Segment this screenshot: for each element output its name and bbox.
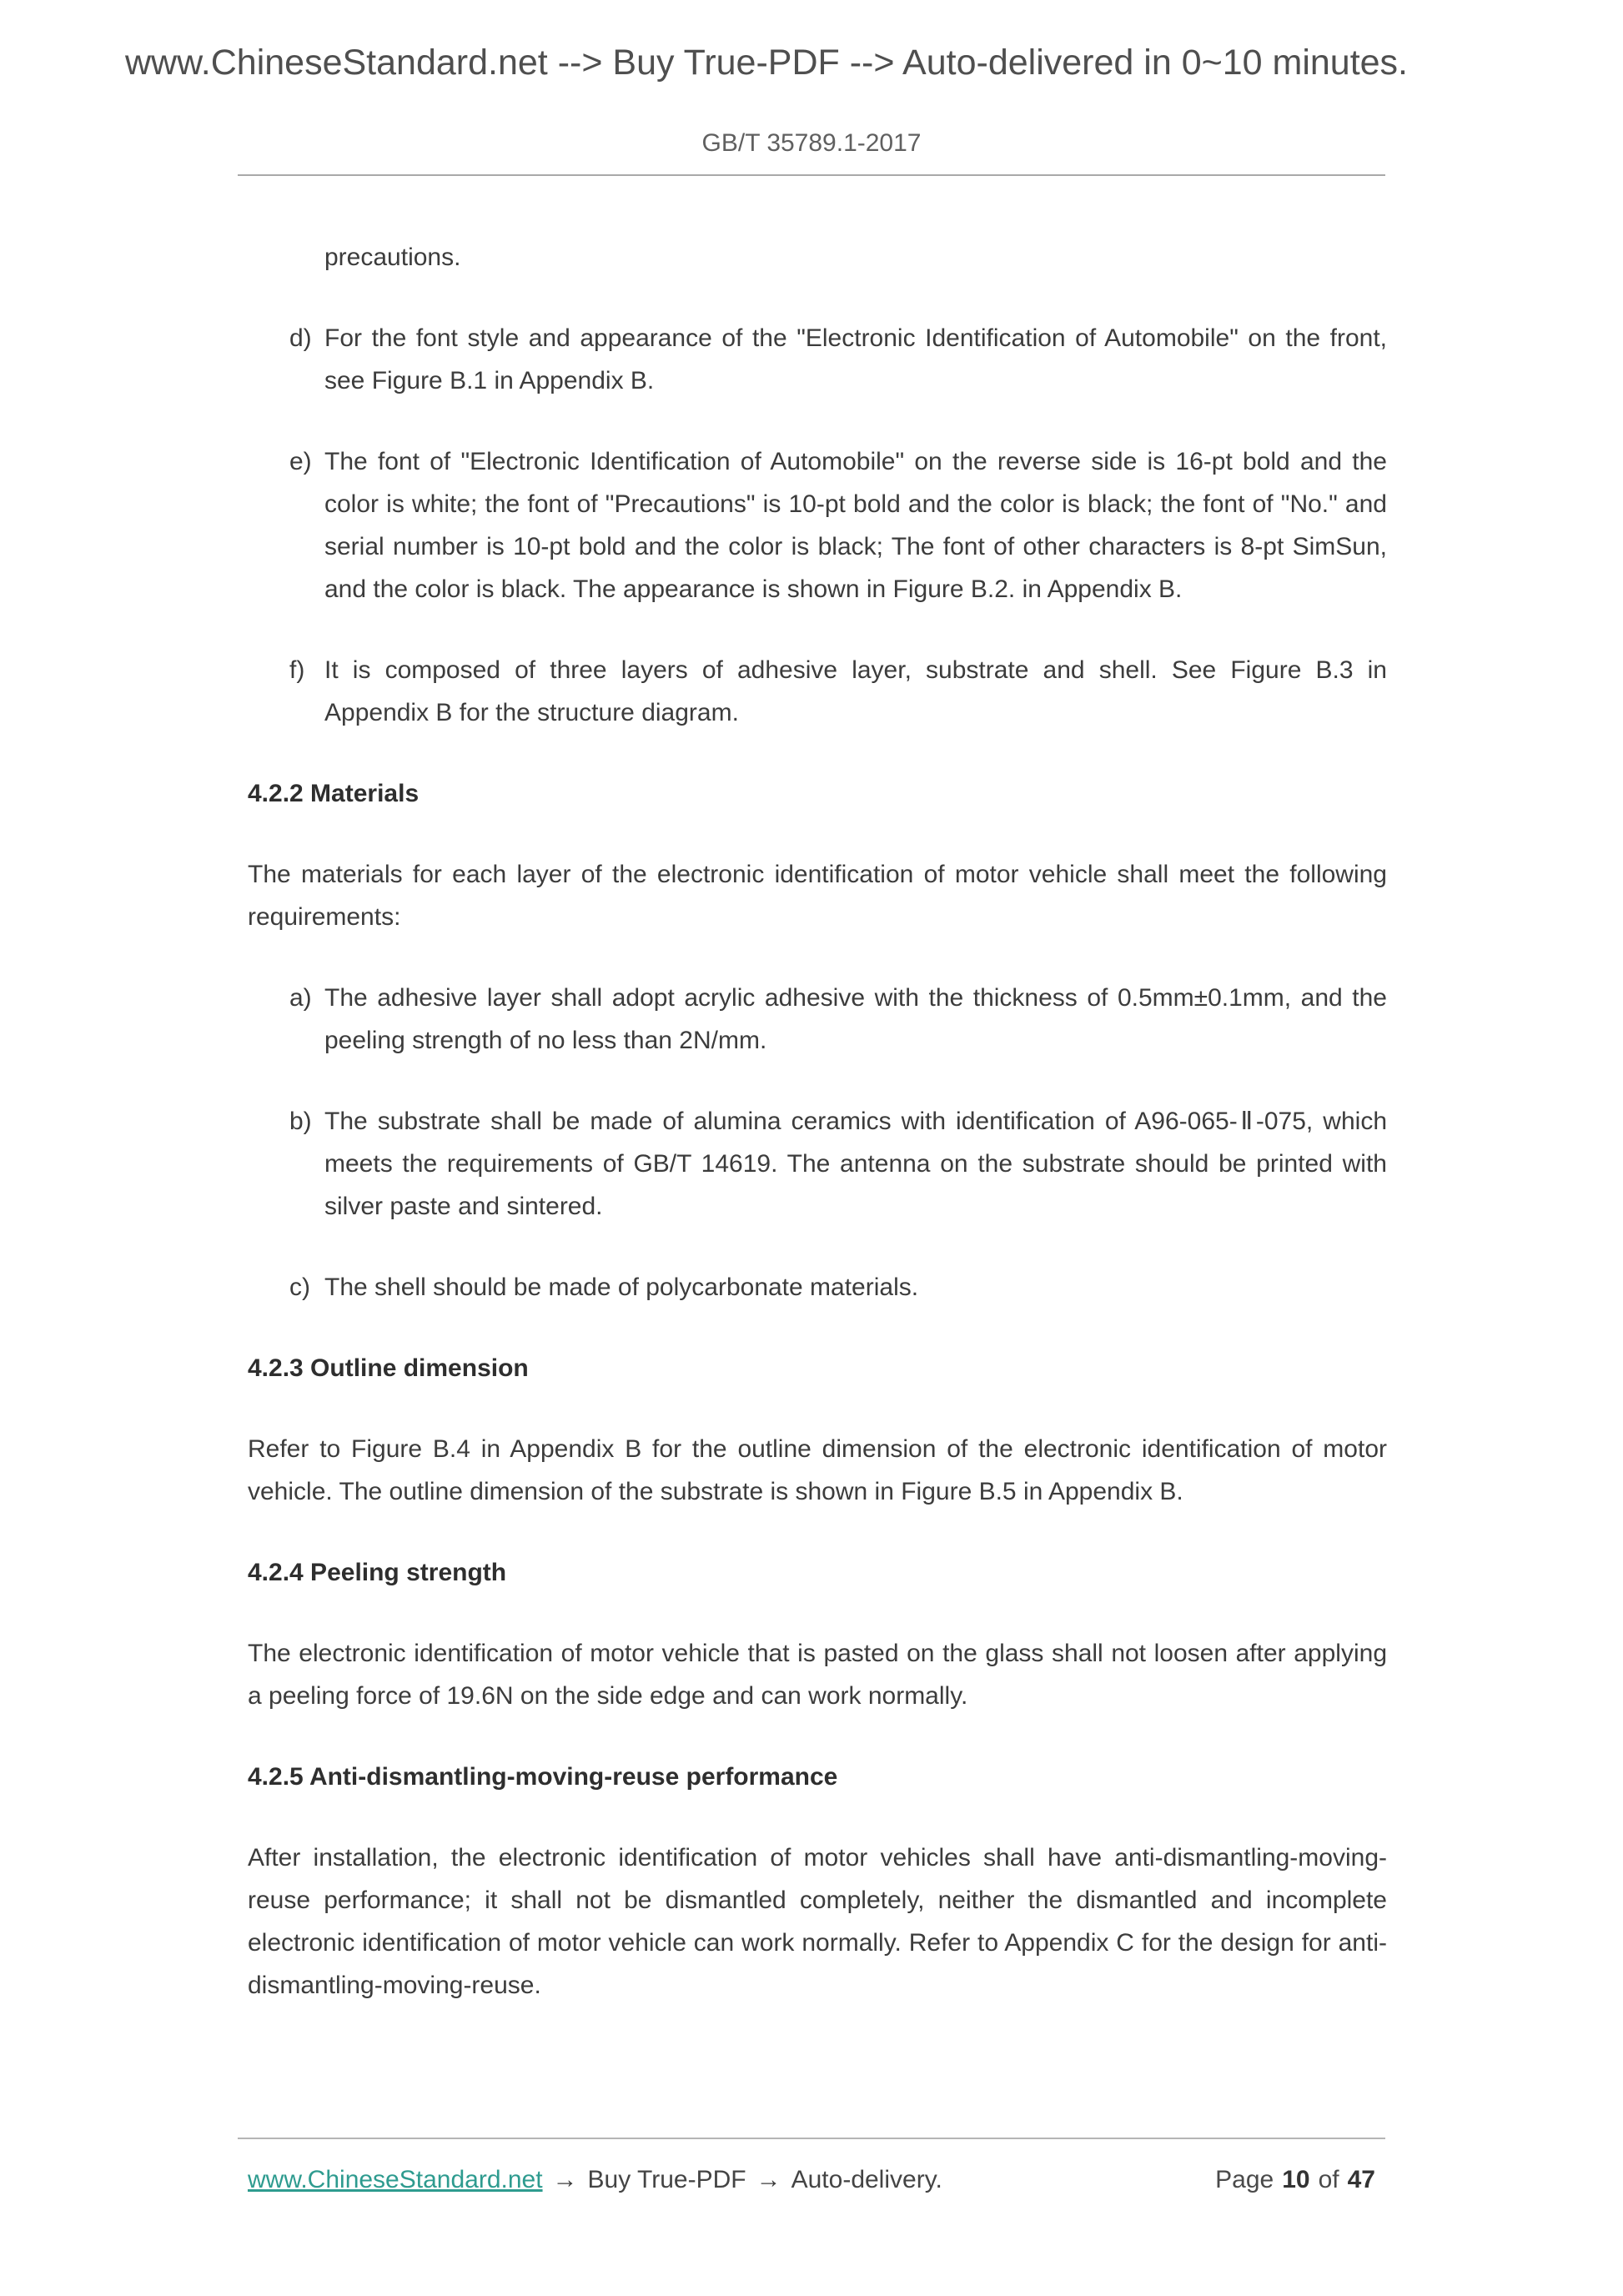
arrow-icon: → xyxy=(756,2166,781,2193)
paragraph-continuation: precautions. xyxy=(324,244,461,272)
footer-left xyxy=(248,2166,942,2194)
list-text: For the font style and appearance of the "Electronic Identification of Automobile" on the front, see Figure B.1 in Appendix B. xyxy=(324,324,1387,395)
heading-4-2-4: 4.2.4 Peeling strength xyxy=(248,1559,507,1587)
paragraph: The electronic identification of motor vehicle that is pasted on the glass shall not loosen after applying a peeling force of 19.6N on the side edge and can work normally. xyxy=(248,1640,1387,1711)
list-text: The adhesive layer shall adopt acrylic adhesive with the thickness of 0.5mm±0.1mm, and the peeling strength of no less than 2N/mm. xyxy=(324,984,1387,1055)
footer-row xyxy=(238,2166,1385,2194)
heading-4-2-2: 4.2.2 Materials xyxy=(248,780,420,808)
list-marker: b) xyxy=(289,1108,312,1136)
list-item-e xyxy=(289,440,1387,610)
list-marker: e) xyxy=(289,448,312,476)
document-content xyxy=(248,236,1387,2007)
list-text: It is composed of three layers of adhesive layer, substrate and shell. See Figure B.3 in Appendix B for the structure diagram. xyxy=(324,656,1387,727)
list-text: The substrate shall be made of alumina ceramics with identification of A96-065-Ⅱ-075, which meets the requirements of GB/T 14619. The antenna on the substrate should be printed with silver paste and sintered. xyxy=(324,1108,1387,1221)
list-marker: d) xyxy=(289,324,312,353)
heading-4-2-3: 4.2.3 Outline dimension xyxy=(248,1354,529,1383)
page-indicator xyxy=(1215,2166,1375,2194)
paragraph: Refer to Figure B.4 in Appendix B for the outline dimension of the electronic identification of motor vehicle. The outline dimension of the substrate is shown in Figure B.5 in Appendix B. xyxy=(248,1435,1387,1506)
paragraph: The materials for each layer of the electronic identification of motor vehicle shall meet the following requirements: xyxy=(248,861,1387,932)
page-current: 10 xyxy=(1282,2166,1310,2193)
list-text: The shell should be made of polycarbonate materials. xyxy=(324,1274,919,1302)
list-marker: c) xyxy=(289,1274,310,1302)
page-label: Page xyxy=(1215,2166,1274,2193)
list-text: The font of "Electronic Identification of Automobile" on the reverse side is 16-pt bold and the color is white; the font of "Precautions" is 10-pt bold and the color is black; the font of "No." and serial number is 10-pt bold and the color is black; The font of other characters is 8-pt SimSun, and the color is black. The appearance is shown in Figure B.2. in Appendix B. xyxy=(324,448,1387,604)
heading-4-2-5: 4.2.5 Anti-dismantling-moving-reuse performance xyxy=(248,1763,838,1791)
page-footer xyxy=(238,2138,1385,2194)
page-total: 47 xyxy=(1347,2166,1375,2193)
of-label: of xyxy=(1318,2166,1339,2193)
header-rule xyxy=(238,174,1385,176)
footer-site-link[interactable]: www.ChineseStandard.net xyxy=(248,2166,543,2193)
list-item-f xyxy=(289,649,1387,734)
footer-delivery-text: Auto-delivery. xyxy=(791,2166,942,2193)
doc-number: GB/T 35789.1-2017 xyxy=(701,129,922,158)
list-item-c xyxy=(289,1266,1387,1309)
list-marker: f) xyxy=(289,656,305,685)
list-item-d xyxy=(289,317,1387,402)
arrow-icon: → xyxy=(552,2166,578,2193)
list-item-b xyxy=(289,1100,1387,1228)
footer-rule xyxy=(238,2138,1385,2139)
top-banner: www.ChineseStandard.net --> Buy True-PDF --> Auto-delivered in 0~10 minutes. xyxy=(125,43,1409,83)
paragraph: After installation, the electronic identification of motor vehicles shall have anti-dismantling-moving-reuse performance; it shall not be dismantled completely, neither the dismantled and incomplete electronic identification of motor vehicle can work normally. Refer to Appendix C for the design for anti-dismantling-moving-reuse. xyxy=(248,1844,1387,2000)
list-item-a xyxy=(289,977,1387,1062)
list-marker: a) xyxy=(289,984,312,1012)
footer-buy-text: Buy True-PDF xyxy=(587,2166,746,2193)
